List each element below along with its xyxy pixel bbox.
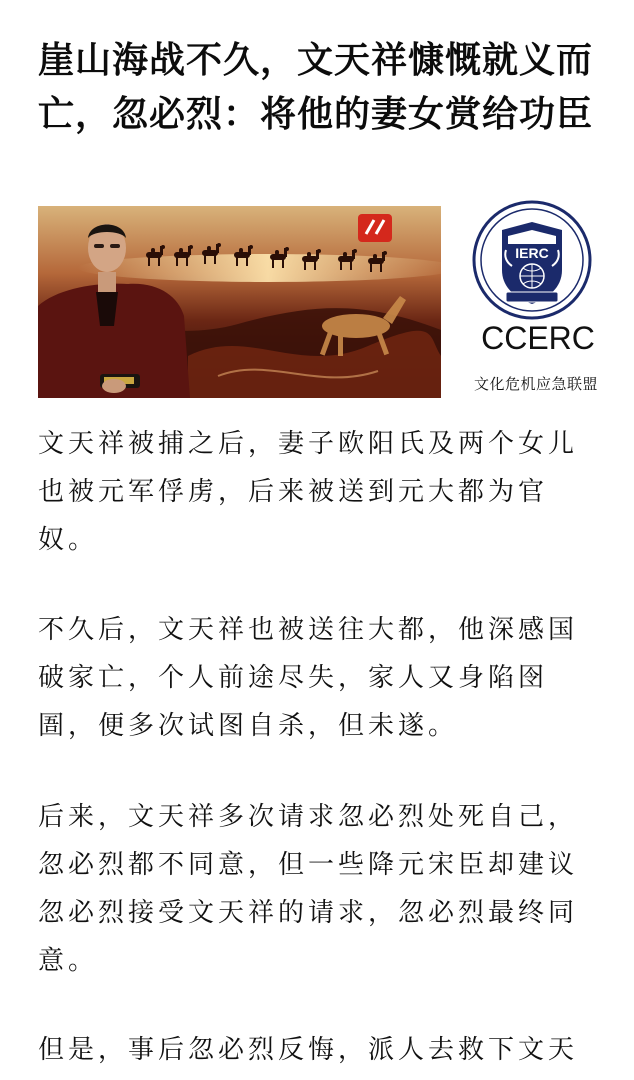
article-title: 崖山海战不久，文天祥慷慨就义而亡，忽必烈：将他的妻女赏给功臣 [38, 40, 594, 135]
hero-image[interactable] [38, 206, 441, 398]
paragraph-3: 后来，文天祥多次请求忽必烈处死自己，忽必烈都不同意，但一些降元宋臣却建议忽必烈接受文天祥的请求，忽必烈最终同意。 [38, 802, 579, 976]
ccerc-badge [470, 200, 594, 396]
paragraph-2: 不久后，文天祥也被送往大都，他深感国破家亡，个人前途尽失，家人又身陷囹圄，便多次试图自杀，但未遂。 [38, 615, 579, 741]
emblem-text: IERC [515, 245, 549, 261]
badge-name: CCERC [481, 320, 595, 356]
paragraph-1: 文天祥被捕之后，妻子欧阳氏及两个女儿也被元军俘虏，后来被送到元大都为官奴。 [38, 429, 579, 555]
documentary-host-desert-camel-caravan-image [38, 206, 441, 398]
ccerc-shield-emblem [472, 200, 592, 320]
paragraph-4: 但是，事后忽必烈反悔，派人去救下文天 [38, 1035, 579, 1065]
badge-subtitle: 文化危机应急联盟 [473, 375, 598, 393]
